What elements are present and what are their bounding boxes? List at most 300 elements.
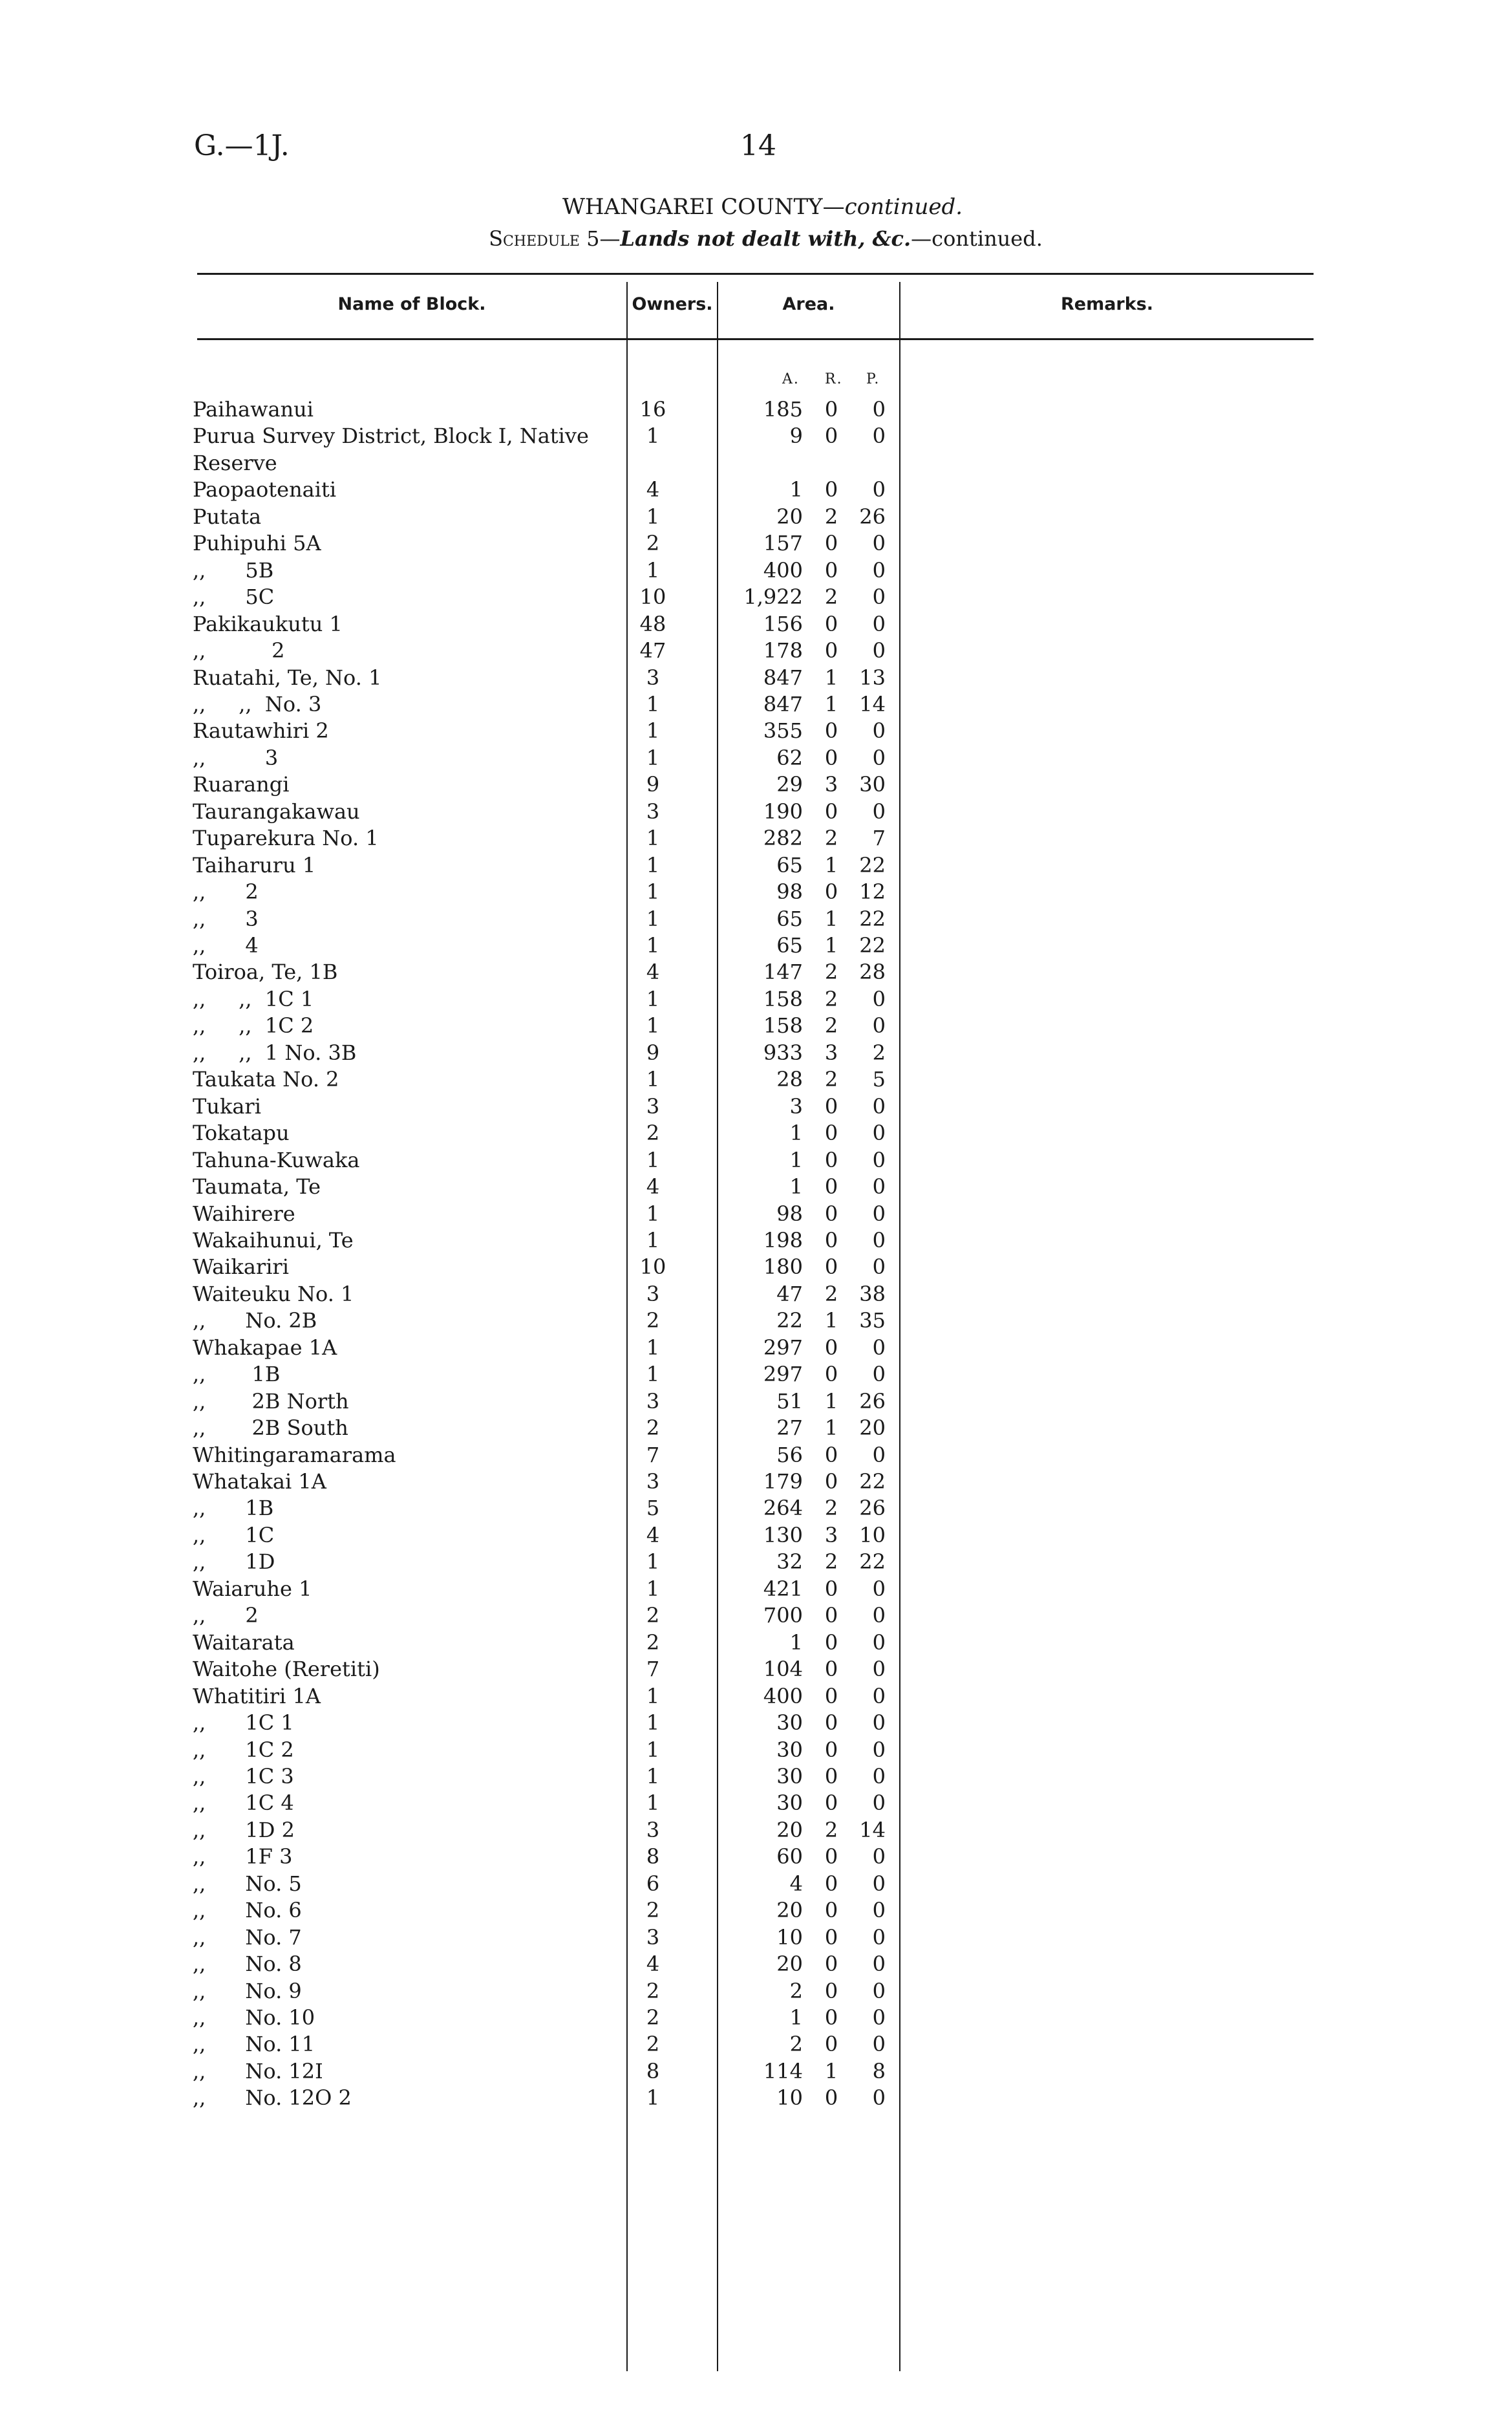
area-acres: 1: [789, 1121, 803, 1146]
area-acres: 156: [763, 611, 803, 636]
area-roods: 1: [824, 1388, 838, 1414]
area-acres: 20: [776, 1898, 803, 1923]
area-perches: 0: [872, 1791, 886, 1816]
schedule-number: Schedule 5—: [489, 226, 621, 251]
table-row: [0, 1334, 1512, 1361]
area-acres: 297: [763, 1362, 803, 1387]
area-perches: 22: [859, 933, 886, 958]
area-acres: 158: [763, 1013, 803, 1038]
table-row: [0, 583, 1512, 610]
block-name: Waihirere: [193, 1201, 295, 1226]
block-name: Pakikaukutu 1: [193, 611, 343, 636]
area-perches: 0: [872, 1630, 886, 1655]
area-perches: 0: [872, 1121, 886, 1146]
area-acres: 51: [776, 1388, 803, 1414]
owners-count: 4: [646, 1952, 660, 1977]
table-row: [0, 1414, 1512, 1441]
block-name: Waikariri: [193, 1254, 289, 1280]
county-continued: continued.: [844, 194, 963, 220]
area-perches: 2: [872, 1040, 886, 1065]
area-perches: 0: [872, 986, 886, 1011]
area-roods: 0: [824, 1442, 838, 1467]
area-roods: 0: [824, 1254, 838, 1280]
area-roods: 2: [824, 504, 838, 529]
owners-count: 9: [646, 772, 660, 797]
area-roods: 1: [824, 906, 838, 931]
table-row: [0, 905, 1512, 932]
block-name: ,, 2B South: [193, 1415, 348, 1441]
area-roods: 0: [824, 1469, 838, 1494]
owners-count: 1: [646, 1576, 660, 1601]
area-acres: 10: [776, 2085, 803, 2111]
area-roods: 0: [824, 1952, 838, 1977]
column-header-owners: Owners.: [632, 294, 713, 314]
owners-count: 3: [646, 1469, 660, 1494]
block-name: ,, 1D: [193, 1549, 275, 1575]
table-row: [0, 1494, 1512, 1522]
owners-count: 1: [646, 1362, 660, 1387]
table-row: [0, 1522, 1512, 1549]
area-acres: 1: [789, 1630, 803, 1655]
table-header-rule: [197, 338, 1314, 340]
area-perches: 0: [872, 1737, 886, 1762]
area-roods: 0: [824, 1791, 838, 1816]
area-acres: 114: [763, 2058, 803, 2083]
area-roods: 0: [824, 1710, 838, 1736]
area-roods: 0: [824, 424, 838, 449]
table-row: [0, 1039, 1512, 1066]
area-roods: 1: [824, 2058, 838, 2083]
owners-count: 48: [639, 611, 666, 636]
area-perches: 0: [872, 1952, 886, 1977]
area-perches: 0: [872, 1683, 886, 1708]
table-row: [0, 1575, 1512, 1602]
area-acres: 179: [763, 1469, 803, 1494]
table-row: [0, 771, 1512, 798]
table-row: [0, 1763, 1512, 1790]
block-name: Waiteuku No. 1: [193, 1281, 354, 1306]
area-roods: 2: [824, 585, 838, 610]
area-perches: 12: [859, 879, 886, 905]
area-acres: 1: [789, 1147, 803, 1172]
area-perches: 13: [859, 665, 886, 690]
owners-count: 1: [646, 986, 660, 1011]
area-unit-roods: R.: [825, 371, 843, 387]
area-perches: 0: [872, 1710, 886, 1736]
area-roods: 2: [824, 1067, 838, 1092]
page-number: 14: [740, 129, 776, 162]
area-perches: 0: [872, 477, 886, 502]
table-row: [0, 1173, 1512, 1200]
table-row: [0, 1388, 1512, 1415]
area-roods: 0: [824, 745, 838, 770]
area-acres: 2: [789, 2032, 803, 2057]
owners-count: 2: [646, 531, 660, 556]
owners-count: 1: [646, 1763, 660, 1789]
owners-count: 1: [646, 691, 660, 716]
block-name: ,, ,, 1C 2: [193, 1013, 314, 1038]
area-acres: 32: [776, 1549, 803, 1575]
area-roods: 1: [824, 1308, 838, 1333]
area-acres: 355: [763, 718, 803, 744]
area-roods: 1: [824, 852, 838, 877]
owners-count: 1: [646, 852, 660, 877]
table-row: [0, 1441, 1512, 1469]
table-row: [0, 1843, 1512, 1870]
block-name: ,, 3: [193, 745, 279, 770]
block-name: ,, 5C: [193, 585, 275, 610]
block-name: ,, 1D 2: [193, 1817, 295, 1842]
area-perches: 0: [872, 799, 886, 824]
block-name: ,, 1B: [193, 1496, 274, 1521]
block-name: Whatakai 1A: [193, 1469, 326, 1494]
area-perches: 0: [872, 1871, 886, 1896]
area-perches: 0: [872, 1362, 886, 1387]
area-perches: 26: [859, 1388, 886, 1414]
area-acres: 28: [776, 1067, 803, 1092]
area-acres: 1: [789, 2005, 803, 2030]
owners-count: 1: [646, 1549, 660, 1575]
block-name: Taurangakawau: [193, 799, 360, 824]
area-roods: 0: [824, 1683, 838, 1708]
area-perches: 0: [872, 531, 886, 556]
table-row: [0, 1119, 1512, 1146]
owners-count: 2: [646, 1630, 660, 1655]
owners-count: 1: [646, 1683, 660, 1708]
area-perches: 22: [859, 906, 886, 931]
area-acres: 2: [789, 1978, 803, 2003]
area-roods: 3: [824, 1522, 838, 1547]
area-perches: 22: [859, 852, 886, 877]
owners-count: 2: [646, 2032, 660, 2057]
table-row: [0, 717, 1512, 744]
owners-count: 4: [646, 960, 660, 985]
table-row: [0, 637, 1512, 664]
block-name: ,, 2: [193, 638, 285, 663]
owners-count: 8: [646, 2058, 660, 2083]
area-perches: 0: [872, 1978, 886, 2003]
block-name: ,, 1B: [193, 1362, 281, 1387]
block-name: ,, No. 7: [193, 1924, 302, 1950]
owners-count: 1: [646, 933, 660, 958]
area-perches: 0: [872, 2005, 886, 2030]
area-roods: 2: [824, 986, 838, 1011]
owners-count: 6: [646, 1871, 660, 1896]
area-roods: 2: [824, 1817, 838, 1842]
table-row: [0, 1655, 1512, 1683]
area-roods: 0: [824, 531, 838, 556]
table-row: [0, 2004, 1512, 2031]
area-roods: 0: [824, 397, 838, 422]
area-roods: 0: [824, 1147, 838, 1172]
area-acres: 20: [776, 504, 803, 529]
area-acres: 1: [789, 1174, 803, 1200]
area-roods: 0: [824, 2032, 838, 2057]
area-perches: 0: [872, 1174, 886, 1200]
area-acres: 282: [763, 826, 803, 851]
owners-count: 1: [646, 1710, 660, 1736]
block-name: ,, ,, 1C 1: [193, 986, 314, 1011]
area-roods: 0: [824, 1093, 838, 1119]
table-row: [0, 610, 1512, 638]
area-roods: 0: [824, 557, 838, 583]
area-perches: 14: [859, 1817, 886, 1842]
block-name: ,, 3: [193, 906, 259, 931]
table-row: [0, 852, 1512, 879]
owners-count: 1: [646, 906, 660, 931]
block-name: Waitohe (Reretiti): [193, 1657, 380, 1682]
area-roods: 0: [824, 477, 838, 502]
block-name: ,, 1C 1: [193, 1710, 294, 1736]
table-top-rule: [197, 273, 1314, 275]
area-perches: 26: [859, 1496, 886, 1521]
area-acres: 20: [776, 1952, 803, 1977]
area-acres: 400: [763, 557, 803, 583]
owners-count: 2: [646, 1308, 660, 1333]
area-roods: 1: [824, 933, 838, 958]
table-row: [0, 1602, 1512, 1629]
area-perches: 0: [872, 1657, 886, 1682]
area-roods: 0: [824, 1201, 838, 1226]
block-name: Whitingaramarama: [193, 1442, 396, 1467]
area-perches: 0: [872, 1844, 886, 1869]
area-acres: 22: [776, 1308, 803, 1333]
schedule-name: Lands not dealt with, &c.: [620, 226, 911, 251]
block-name: ,, No. 11: [193, 2032, 315, 2057]
block-name: Taukata No. 2: [193, 1067, 339, 1092]
area-acres: 198: [763, 1227, 803, 1253]
owners-count: 10: [639, 1254, 666, 1280]
block-name: ,, 1C 3: [193, 1763, 294, 1789]
owners-count: 3: [646, 1817, 660, 1842]
area-perches: 0: [872, 1147, 886, 1172]
table-row: [0, 744, 1512, 771]
block-name: ,, 4: [193, 933, 259, 958]
block-name: Ruatahi, Te, No. 1: [193, 665, 382, 690]
area-acres: 4: [789, 1871, 803, 1896]
table-row: [0, 824, 1512, 852]
area-perches: 0: [872, 585, 886, 610]
block-name: Purua Survey District, Block I, Native: [193, 424, 589, 449]
block-name: ,, No. 12I: [193, 2058, 323, 2083]
block-name: Paopaotenaiti: [193, 477, 337, 502]
block-name: Wakaihunui, Te: [193, 1227, 354, 1253]
table-row: [0, 476, 1512, 503]
owners-count: 1: [646, 1227, 660, 1253]
area-acres: 847: [763, 665, 803, 690]
area-perches: 0: [872, 2085, 886, 2111]
table-row: [0, 664, 1512, 691]
block-name: Tokatapu: [193, 1121, 290, 1146]
table-row: [0, 878, 1512, 905]
owners-count: 3: [646, 1093, 660, 1119]
county-name: WHANGAREI COUNTY—: [562, 194, 845, 220]
area-acres: 30: [776, 1763, 803, 1789]
owners-count: 1: [646, 745, 660, 770]
table-row: [0, 1736, 1512, 1763]
block-name: ,, 5B: [193, 557, 274, 583]
area-roods: 0: [824, 1657, 838, 1682]
area-roods: 0: [824, 611, 838, 636]
area-perches: 7: [872, 826, 886, 851]
column-header-area: Area.: [782, 294, 835, 314]
area-roods: 2: [824, 826, 838, 851]
area-acres: 264: [763, 1496, 803, 1521]
block-name: ,, No. 9: [193, 1978, 302, 2003]
block-name: ,, No. 12O 2: [193, 2085, 352, 2111]
area-acres: 1,922: [743, 585, 803, 610]
area-acres: 400: [763, 1683, 803, 1708]
area-roods: 0: [824, 1335, 838, 1360]
table-row: [0, 958, 1512, 985]
area-perches: 0: [872, 557, 886, 583]
block-name: ,, No. 8: [193, 1952, 302, 1977]
document-reference: G.—1J.: [194, 129, 290, 162]
area-acres: 933: [763, 1040, 803, 1065]
owners-count: 3: [646, 799, 660, 824]
area-roods: 1: [824, 665, 838, 690]
block-name: ,, ,, 1 No. 3B: [193, 1040, 357, 1065]
table-row: [0, 1227, 1512, 1254]
owners-count: 47: [639, 638, 666, 663]
area-acres: 158: [763, 986, 803, 1011]
owners-count: 3: [646, 1281, 660, 1306]
owners-count: 3: [646, 1388, 660, 1414]
area-acres: 30: [776, 1737, 803, 1762]
block-name: Whakapae 1A: [193, 1335, 337, 1360]
area-perches: 35: [859, 1308, 886, 1333]
block-name: ,, 2: [193, 1603, 259, 1628]
owners-count: 2: [646, 1898, 660, 1923]
owners-count: 16: [639, 397, 666, 422]
table-row: [0, 798, 1512, 825]
area-acres: 20: [776, 1817, 803, 1842]
area-acres: 60: [776, 1844, 803, 1869]
area-acres: 98: [776, 1201, 803, 1226]
owners-count: 1: [646, 1067, 660, 1092]
table-row: [0, 1816, 1512, 1844]
block-name: Ruarangi: [193, 772, 290, 797]
block-name: ,, 1C 4: [193, 1791, 294, 1816]
block-name: ,, No. 5: [193, 1871, 302, 1896]
area-roods: 0: [824, 1603, 838, 1628]
area-unit-acres: A.: [782, 371, 800, 387]
area-perches: 0: [872, 638, 886, 663]
owners-count: 10: [639, 585, 666, 610]
area-perches: 0: [872, 1335, 886, 1360]
area-perches: 22: [859, 1469, 886, 1494]
area-acres: 130: [763, 1522, 803, 1547]
owners-count: 1: [646, 1201, 660, 1226]
county-title: [0, 194, 1512, 220]
area-acres: 29: [776, 772, 803, 797]
area-roods: 0: [824, 638, 838, 663]
owners-count: 9: [646, 1040, 660, 1065]
table-row: [0, 1280, 1512, 1307]
area-acres: 56: [776, 1442, 803, 1467]
area-roods: 0: [824, 1630, 838, 1655]
table-row: [0, 530, 1512, 557]
area-acres: 1: [789, 477, 803, 502]
owners-count: 1: [646, 1335, 660, 1360]
block-name: Paihawanui: [193, 397, 314, 422]
schedule-continued: —continued.: [911, 226, 1043, 251]
table-row: [0, 1200, 1512, 1227]
area-acres: 297: [763, 1335, 803, 1360]
area-acres: 178: [763, 638, 803, 663]
area-unit-perches: P.: [866, 371, 880, 387]
area-roods: 0: [824, 718, 838, 744]
table-row: [0, 1683, 1512, 1710]
owners-count: 2: [646, 2005, 660, 2030]
area-perches: 22: [859, 1549, 886, 1575]
owners-count: 8: [646, 1844, 660, 1869]
area-perches: 0: [872, 1013, 886, 1038]
area-perches: 30: [859, 772, 886, 797]
area-perches: 0: [872, 1254, 886, 1280]
owners-count: 1: [646, 504, 660, 529]
owners-count: 4: [646, 1174, 660, 1200]
block-name: Tahuna-Kuwaka: [193, 1147, 360, 1172]
table-row: [0, 1789, 1512, 1816]
owners-count: 1: [646, 2085, 660, 2111]
area-roods: 2: [824, 960, 838, 985]
block-name: ,, 1C: [193, 1522, 275, 1547]
table-row: [0, 1361, 1512, 1388]
table-row: [0, 932, 1512, 959]
area-perches: 8: [872, 2058, 886, 2083]
area-acres: 9: [789, 424, 803, 449]
block-name: Waitarata: [193, 1630, 295, 1655]
area-roods: 2: [824, 1281, 838, 1306]
area-acres: 98: [776, 879, 803, 905]
area-perches: 0: [872, 1603, 886, 1628]
owners-count: 4: [646, 477, 660, 502]
owners-count: 4: [646, 1522, 660, 1547]
area-roods: 0: [824, 1844, 838, 1869]
owners-count: 7: [646, 1442, 660, 1467]
area-roods: 0: [824, 1898, 838, 1923]
table-row: [0, 396, 1512, 423]
table-row: [0, 1950, 1512, 1977]
area-perches: 0: [872, 611, 886, 636]
area-perches: 0: [872, 397, 886, 422]
table-row: [0, 557, 1512, 584]
block-name: ,, ,, No. 3: [193, 691, 322, 716]
area-roods: 1: [824, 691, 838, 716]
block-name: ,, No. 10: [193, 2005, 315, 2030]
table-row: [0, 985, 1512, 1013]
column-header-remarks: Remarks.: [1060, 294, 1154, 314]
owners-count: 2: [646, 1978, 660, 2003]
table-row: [0, 1548, 1512, 1575]
block-name: Putata: [193, 504, 262, 529]
table-row: [0, 1897, 1512, 1924]
area-acres: 157: [763, 531, 803, 556]
block-name: Puhipuhi 5A: [193, 531, 321, 556]
table-row: [0, 1093, 1512, 1120]
owners-count: 1: [646, 424, 660, 449]
area-roods: 0: [824, 1121, 838, 1146]
owners-count: 1: [646, 1013, 660, 1038]
area-acres: 3: [789, 1093, 803, 1119]
block-name: ,, No. 6: [193, 1898, 302, 1923]
area-roods: 2: [824, 1549, 838, 1575]
schedule-title: [0, 226, 1512, 251]
area-perches: 0: [872, 2032, 886, 2057]
block-name: Taiharuru 1: [193, 852, 316, 877]
owners-count: 5: [646, 1496, 660, 1521]
